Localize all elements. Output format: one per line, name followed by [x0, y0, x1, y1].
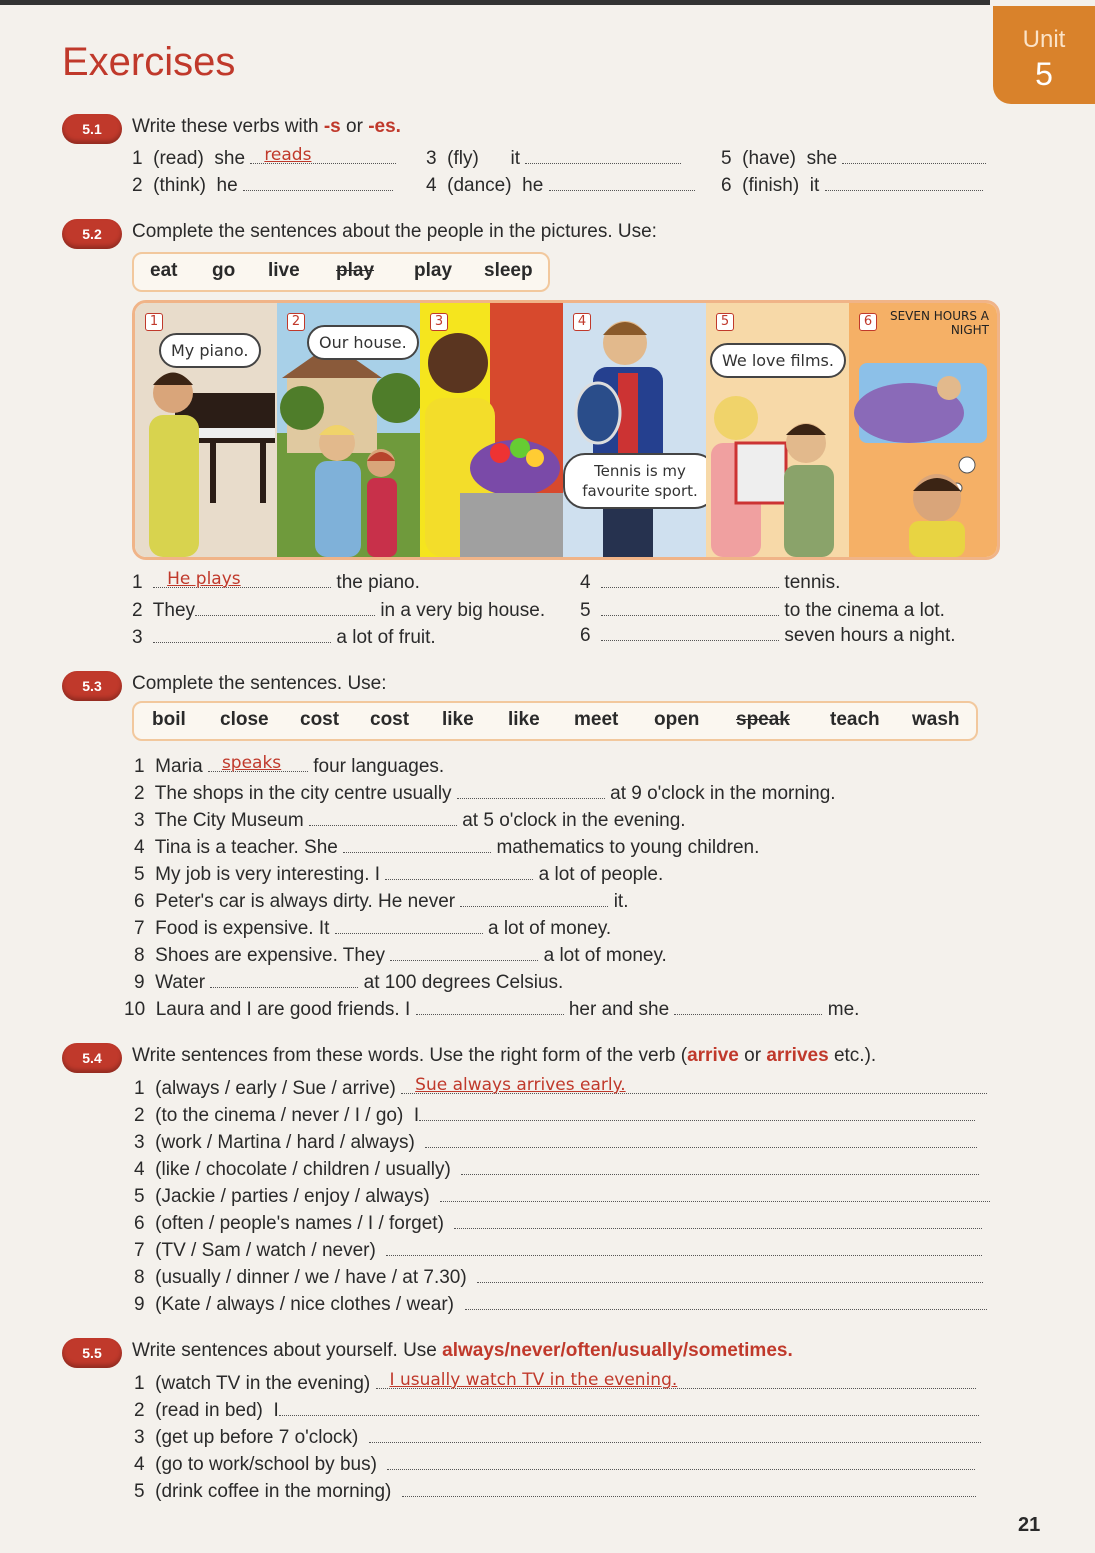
answer-field[interactable]	[243, 176, 393, 191]
ex51-item-2: 2 (think) he	[132, 175, 393, 197]
ex54-item-2: 2 (to the cinema / never / I / go) I	[134, 1105, 996, 1127]
answer-field[interactable]	[385, 865, 533, 880]
word: teach	[830, 709, 880, 730]
word: eat	[150, 260, 178, 281]
picture-strip	[132, 300, 1000, 560]
answer-field[interactable]	[335, 919, 483, 934]
answer-field[interactable]	[369, 1428, 981, 1443]
word: like	[442, 709, 474, 730]
ex54-item-6: 6 (often / people's names / I / forget)	[134, 1213, 996, 1235]
answer-field[interactable]	[440, 1187, 990, 1202]
word: sleep	[484, 260, 533, 281]
word-box-5-3	[132, 701, 978, 741]
picture-panel-2: 2 Our house.	[277, 303, 422, 557]
answer-field[interactable]	[460, 892, 608, 907]
answer-field[interactable]: speaks	[208, 757, 308, 772]
exercise-heading-5-1: Write these verbs with -s or -es.	[132, 116, 401, 137]
ex51-item-5: 5 (have) she	[721, 148, 986, 170]
page-number: 21	[1018, 1514, 1041, 1536]
speech-bubble: My piano.	[159, 333, 261, 368]
ex53-item-4: 4 Tina is a teacher. She mathematics to young children.	[134, 837, 760, 858]
word: meet	[574, 709, 619, 730]
couple-reading-film-guide-illustration	[706, 303, 849, 557]
word: play	[414, 260, 453, 281]
word: boil	[152, 709, 186, 730]
ex54-item-9: 9 (Kate / always / nice clothes / wear)	[134, 1294, 996, 1316]
picture-panel-3: 3	[420, 303, 565, 557]
answer-field[interactable]	[390, 946, 538, 961]
man-with-tennis-racket-illustration	[563, 303, 706, 557]
answer-field[interactable]	[402, 1482, 976, 1497]
ex52-item-3: 3 a lot of fruit.	[132, 627, 436, 648]
exercise-badge-5-4: 5.4	[62, 1043, 122, 1073]
answer-field[interactable]	[210, 973, 358, 988]
exercise-badge-5-5: 5.5	[62, 1338, 122, 1368]
speech-bubble: Tennis is my favourite sport.	[563, 453, 708, 509]
answer-field[interactable]: reads	[250, 149, 396, 164]
answer-field[interactable]	[153, 628, 331, 643]
answer-field[interactable]	[425, 1133, 977, 1148]
ex55-item-2: 2 (read in bed) I	[134, 1400, 996, 1422]
ex54-item-7: 7 (TV / Sam / watch / never)	[134, 1240, 996, 1262]
speech-bubble: We love films.	[710, 343, 846, 378]
answer-field[interactable]	[465, 1295, 987, 1310]
exercise-heading-5-2: Complete the sentences about the people in the pictures. Use:	[132, 221, 657, 242]
answer-field[interactable]	[825, 176, 983, 191]
word: wash	[912, 709, 960, 730]
ex55-item-5: 5 (drink coffee in the morning)	[134, 1481, 996, 1503]
exercise-heading-5-3: Complete the sentences. Use:	[132, 673, 387, 694]
word: cost	[300, 709, 340, 730]
answer-field[interactable]	[549, 176, 695, 191]
answer-field[interactable]	[525, 149, 681, 164]
ex51-item-4: 4 (dance) he	[426, 175, 695, 197]
word: go	[212, 260, 236, 281]
ex51-item-3: 3 (fly) it	[426, 148, 681, 170]
ex54-item-4: 4 (like / chocolate / children / usually)	[134, 1159, 996, 1181]
ex53-item-3: 3 The City Museum at 5 o'clock in the evening.	[134, 810, 686, 831]
top-rule	[0, 0, 990, 5]
picture-panel-4: 4 Tennis is my favourite sport.	[563, 303, 708, 557]
ex52-item-1: 1 He plays the piano.	[132, 569, 420, 593]
page-title: Exercises	[62, 40, 236, 84]
ex52-item-4: 4 tennis.	[580, 572, 841, 593]
man-sleeping-illustration	[849, 303, 997, 557]
ex55-item-1: 1 (watch TV in the evening) I usually watch TV in the evening.	[134, 1373, 996, 1395]
answer-field[interactable]: I usually watch TV in the evening.	[376, 1374, 976, 1389]
ex55-item-3: 3 (get up before 7 o'clock)	[134, 1427, 996, 1449]
answer-field[interactable]	[419, 1106, 975, 1121]
answer-field[interactable]: Sue always arrives early.	[401, 1079, 987, 1094]
exercise-heading-5-5: Write sentences about yourself. Use always/never/often/usually/sometimes.	[132, 1340, 793, 1361]
ex53-item-6: 6 Peter's car is always dirty. He never it.	[134, 891, 629, 912]
ex52-item-2: 2 They in a very big house.	[132, 600, 546, 621]
ex53-item-2: 2 The shops in the city centre usually at 9 o'clock in the morning.	[134, 783, 836, 804]
ex53-item-9: 9 Water at 100 degrees Celsius.	[134, 972, 564, 993]
unit-number: 5	[1035, 56, 1053, 92]
ex54-item-8: 8 (usually / dinner / we / have / at 7.30)	[134, 1267, 996, 1289]
answer-field[interactable]	[461, 1160, 979, 1175]
ex53-item-7: 7 Food is expensive. It a lot of money.	[134, 918, 612, 939]
word-box-5-2	[132, 252, 550, 292]
ex53-item-1: 1 Maria speaks four languages.	[134, 753, 445, 777]
exercise-badge-5-1: 5.1	[62, 114, 122, 144]
word: like	[508, 709, 540, 730]
answer-field[interactable]	[842, 149, 986, 164]
word: live	[268, 260, 300, 281]
answer-field[interactable]	[601, 573, 779, 588]
answer-field[interactable]	[674, 1000, 822, 1015]
ex53-item-8: 8 Shoes are expensive. They a lot of money.	[134, 945, 667, 966]
answer-field[interactable]	[309, 811, 457, 826]
picture-panel-6: 6 SEVEN HOURS A NIGHT	[849, 303, 997, 557]
ex52-item-6: 6 seven hours a night.	[580, 625, 956, 646]
speech-bubble: Our house.	[307, 325, 419, 360]
ex51-item-6: 6 (finish) it	[721, 175, 983, 197]
answer-field[interactable]	[343, 838, 491, 853]
exercise-heading-5-4: Write sentences from these words. Use the right form of the verb (arrive or arrives etc.).	[132, 1045, 877, 1066]
word-used: speak	[736, 709, 790, 730]
ex53-item-10: 10 Laura and I are good friends. I her and she me.	[124, 999, 860, 1020]
answer-field[interactable]	[279, 1401, 979, 1416]
word-used: play	[336, 260, 375, 281]
answer-field[interactable]	[457, 784, 605, 799]
answer-field[interactable]	[477, 1268, 983, 1283]
ex55-item-4: 4 (go to work/school by bus)	[134, 1454, 996, 1476]
answer-field[interactable]	[416, 1000, 564, 1015]
ex51-item-1: 1 (read) she reads	[132, 148, 396, 170]
answer-field[interactable]: He plays	[153, 573, 331, 588]
answer-field[interactable]	[454, 1214, 982, 1229]
answer-field[interactable]	[601, 626, 779, 641]
answer-field[interactable]	[601, 601, 779, 616]
man-with-fruit-illustration	[420, 303, 563, 557]
ex53-item-5: 5 My job is very interesting. I a lot of people.	[134, 864, 664, 885]
picture-panel-1: 1 My piano.	[135, 303, 279, 557]
unit-label: Unit	[1022, 26, 1066, 53]
word: close	[220, 709, 269, 730]
word: open	[654, 709, 700, 730]
answer-field[interactable]	[387, 1455, 975, 1470]
unit-tab	[993, 6, 1095, 104]
exercise-badge-5-2: 5.2	[62, 219, 122, 249]
exercise-badge-5-3: 5.3	[62, 671, 122, 701]
picture-panel-5: 5 We love films.	[706, 303, 851, 557]
ex54-item-3: 3 (work / Martina / hard / always)	[134, 1132, 996, 1154]
sleep-caption: SEVEN HOURS A NIGHT	[889, 309, 989, 337]
ex54-item-5: 5 (Jackie / parties / enjoy / always)	[134, 1186, 996, 1208]
answer-field[interactable]	[386, 1241, 982, 1256]
ex54-item-1: 1 (always / early / Sue / arrive) Sue always arrives early.	[134, 1078, 996, 1100]
answer-field[interactable]	[195, 601, 375, 616]
word: cost	[370, 709, 410, 730]
ex52-item-5: 5 to the cinema a lot.	[580, 600, 945, 621]
